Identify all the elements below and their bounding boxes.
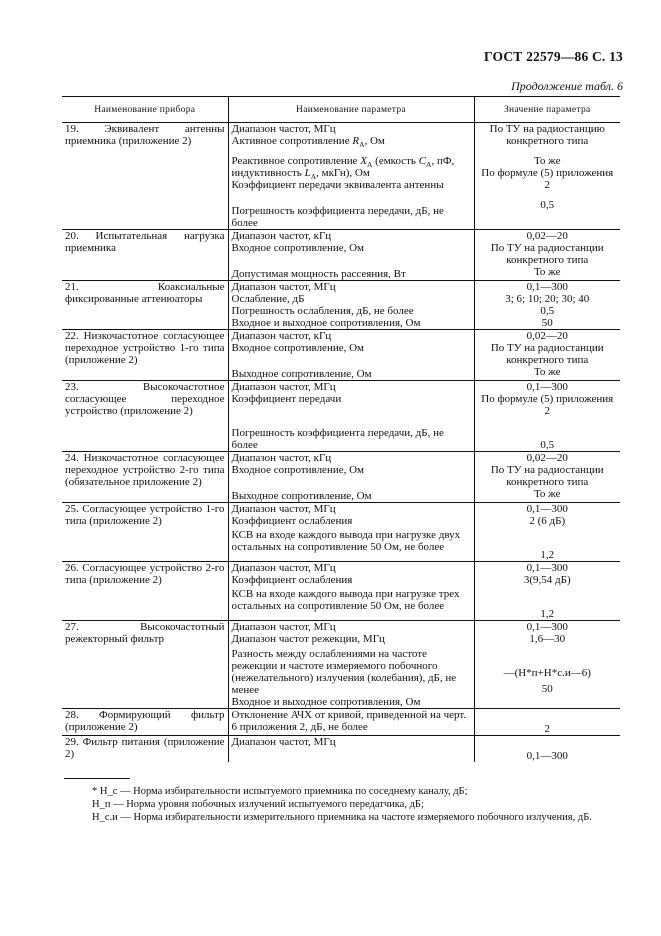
value-cell: По ТУ на радиостанцию конкретного типа То же По формуле (5) приложения 2 0,5 xyxy=(474,123,620,230)
value-cell: 2 xyxy=(474,709,620,736)
device-name: 28. Формирующий фильтр (приложение 2) xyxy=(62,709,228,736)
device-name: 21. Коаксиальные фиксированные аттенюаторы xyxy=(62,281,228,330)
param-reactance: Реактивное сопротивление $X_A$ (емкость $C_A$, пФ, индуктивность $L_A$, мкГн), Ом xyxy=(231,155,455,182)
parameter-cell: Диапазон частот, кГц Входное сопротивление, Ом Выходное сопротивление, Ом xyxy=(228,452,474,503)
value-cell: 0,1—300 2 (6 дБ) 1,2 xyxy=(474,503,620,562)
device-name: 24. Низкочастотное согласующее переходное устройство 2-го типа (обязательное приложение 2) xyxy=(62,452,228,503)
device-name: 29. Фильтр питания (приложение 2) xyxy=(62,736,228,763)
parameter-cell: Диапазон частот, МГц Коэффициент ослабления КСВ на входе каждого вывода при нагрузке двух остальных на сопротивление 50 Ом, не более xyxy=(228,503,474,562)
page-header: ГОСТ 22579—86 С. 13 xyxy=(484,49,623,64)
device-name: 20. Испытательная нагрузка приемника xyxy=(62,230,228,281)
table-row xyxy=(62,452,620,503)
value-cell: 0,1—300 По формуле (5) приложения 2 0,5 xyxy=(474,381,620,452)
parameter-cell: Диапазон частот, МГц Диапазон частот режекции, МГц Разность между ослаблениями на частоте режекции и частоте измеряемого побочного (нежелательного) излучения (колебания), дБ, не менее Входное и выходное сопротивления, Ом xyxy=(228,621,474,709)
parameter-cell: Диапазон частот, МГц Активное сопротивление $R_A$, Ом Реактивное сопротивление $X_A$ (емкость $C_A$, пФ, индуктивность $L_A$, мкГн), Ом Коэффициент передачи эквивалента антенны Погрешность коэффициента передачи, дБ, не более xyxy=(228,123,474,230)
footnote-2: Н_п — Норма уровня побочных излучений испытуемого передатчика, дБ; xyxy=(92,799,424,810)
value-cell: 0,1—300 3; 6; 10; 20; 30; 40 0,5 50 xyxy=(474,281,620,330)
column-header-parameter: Наименование параметра xyxy=(228,97,474,123)
table-header-row xyxy=(62,97,620,123)
table-row xyxy=(62,381,620,452)
value-cell: 0,02—20 По ТУ на радиостанции конкретного типа То же xyxy=(474,330,620,381)
table-continuation-label: Продолжение табл. 6 xyxy=(511,79,623,93)
param-resistance: Активное сопротивление $R_A$, Ом xyxy=(231,135,385,150)
value-cell: 0,1—300 xyxy=(474,736,620,763)
value-cell: 0,02—20 По ТУ на радиостанции конкретного типа То же xyxy=(474,230,620,281)
column-header-value: Значение параметра xyxy=(474,97,620,123)
table-row xyxy=(62,736,620,763)
footnote-divider xyxy=(64,778,130,779)
table-row xyxy=(62,621,620,709)
parameter-cell: Диапазон частот, МГц Ослабление, дБ Погрешность ослабления, дБ, не более Входное и выходное сопротивления, Ом xyxy=(228,281,474,330)
parameter-cell: Диапазон частот, МГц Коэффициент передачи Погрешность коэффициента передачи, дБ, не более xyxy=(228,381,474,452)
device-name: 25. Согласующее устройство 1-го типа (приложение 2) xyxy=(62,503,228,562)
parameters-table xyxy=(62,96,620,762)
device-name: 27. Высокочастотный режекторный фильтр xyxy=(62,621,228,709)
table-row xyxy=(62,709,620,736)
device-name: 22. Низкочастотное согласующее переходное устройство 1-го типа (приложение 2) xyxy=(62,330,228,381)
table-row xyxy=(62,562,620,621)
column-header-device: Наименование прибора xyxy=(62,97,228,123)
value-cell: 0,1—300 3(9,54 дБ) 1,2 xyxy=(474,562,620,621)
device-name: 23. Высокочастотное согласующее переходное устройство (приложение 2) xyxy=(62,381,228,452)
value-cell: 0,1—300 1,6—30 —(Н*п+Н*с.и—6) 50 xyxy=(474,621,620,709)
parameter-cell: Диапазон частот, кГц Входное сопротивление, Ом Допустимая мощность рассеяния, Вт xyxy=(228,230,474,281)
footnote-1: * Н_с — Норма избирательности испытуемого приемника по соседнему каналу, дБ; xyxy=(92,786,468,797)
device-name: 19. Эквивалент антенны приемника (приложение 2) xyxy=(62,123,228,230)
parameter-cell: Отклонение АЧХ от кривой, приведенной на черт. 6 приложения 2, дБ, не более xyxy=(228,709,474,736)
device-name: 26. Согласующее устройство 2-го типа (приложение 2) xyxy=(62,562,228,621)
table-row xyxy=(62,330,620,381)
parameter-cell: Диапазон частот, МГц Коэффициент ослабления КСВ на входе каждого вывода при нагрузке трех остальных на сопротивление 50 Ом, не более xyxy=(228,562,474,621)
footnote-3: Н_с.и — Норма избирательности измерительного приемника на частоте измеряемого побочного излучения, дБ. xyxy=(92,812,592,823)
table-row xyxy=(62,503,620,562)
parameter-cell: Диапазон частот, МГц xyxy=(228,736,474,763)
parameter-cell: Диапазон частот, кГц Входное сопротивление, Ом Выходное сопротивление, Ом xyxy=(228,330,474,381)
table-row xyxy=(62,230,620,281)
value-cell: 0,02—20 По ТУ на радиостанции конкретного типа То же xyxy=(474,452,620,503)
rejection-formula: —(Н*п+Н*с.и—6) xyxy=(503,667,591,679)
table-row xyxy=(62,123,620,230)
table-row xyxy=(62,281,620,330)
